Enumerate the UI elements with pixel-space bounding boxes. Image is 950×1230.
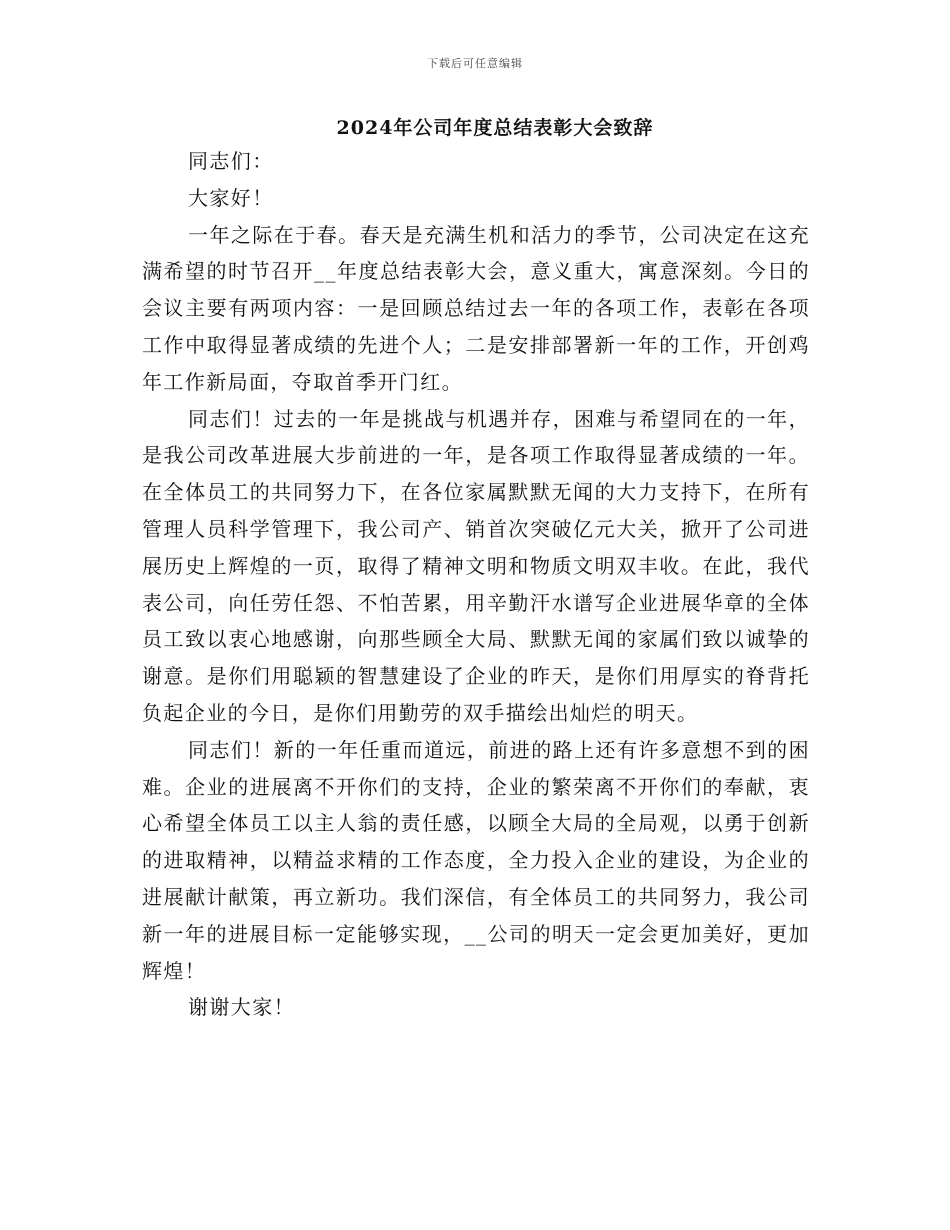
salutation: 同志们： — [188, 149, 274, 173]
greeting: 大家好！ — [188, 185, 274, 210]
document-title: 2024年公司年度总结表彰大会致辞 — [336, 117, 654, 139]
document-body — [142, 143, 810, 1026]
header-note: 下载后可任意编辑 — [427, 57, 523, 70]
paragraph-review: 同志们！过去的一年是挑战与机遇并存，困难与希望同在的一年，是我公司改革进展大步前进的一年，是各项工作取得显著成绩的一年。在全体员工的共同努力下，在各位家属默默无闻的大力支持下，在所有管理人员科学管理下，我公司产、销首次突破亿元大关，掀开了公司进展历史上辉煌的一页，取得了精神文明和物质文明双丰收。在此，我代表公司，向任劳任怨、不怕苦累，用辛勤汗水谱写企业进展华章的全体员工致以衷心地感谢，向那些顾全大局、默默无闻的家属们致以诚挚的谢意。是你们用聪颖的智慧建设了企业的昨天，是你们用厚实的脊背托负起企业的今日，是你们用勤劳的双手描绘出灿烂的明天。 — [142, 406, 810, 725]
paragraph-outlook: 同志们！新的一年任重而道远，前进的路上还有许多意想不到的困难。企业的进展离不开你们的支持，企业的繁荣离不开你们的奉献，衷心希望全体员工以主人翁的责任感，以顾全大局的全局观，以勇于创新的进取精神，以精益求精的工作态度，全力投入企业的建设，为企业的进展献计献策，再立新功。我们深信，有全体员工的共同努力，我公司新一年的进展目标一定能够实现，__公司的明天一定会更加美好，更加辉煌！ — [142, 737, 810, 983]
paragraph-intro: 一年之际在于春。春天是充满生机和活力的季节，公司决定在这充满希望的时节召开__年度总结表彰大会，意义重大，寓意深刻。今日的会议主要有两项内容：一是回顾总结过去一年的各项工作，表彰在各项工作中取得显著成绩的先进个人；二是安排部署新一年的工作，开创鸡年工作新局面，夺取首季开门红。 — [142, 222, 810, 394]
closing: 谢谢大家！ — [188, 995, 295, 1020]
